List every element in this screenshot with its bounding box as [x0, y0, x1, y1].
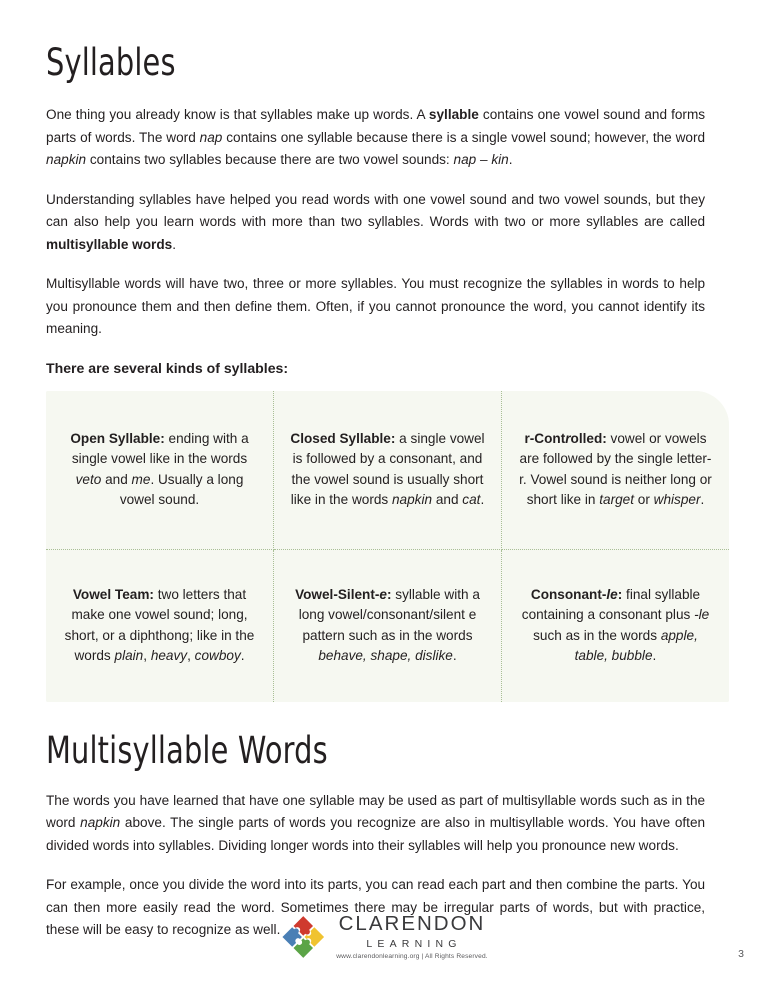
text-run-bold: syllable	[428, 106, 479, 122]
table-cell-open-syllable	[46, 391, 274, 550]
kind-term: Consonant-le:	[530, 586, 623, 602]
kind-text: and	[101, 471, 132, 487]
kind-example-italic: veto	[75, 471, 102, 487]
text-run-bold: multisyllable words	[46, 235, 173, 252]
logo-tagline: LEARNING	[366, 937, 462, 950]
paragraph-multisyllable-2: For example, once you divide the word into its parts, you can read each part and then combine the parts. You can then more easily read the word. Sometimes there may be irregular parts of words, but with practice, these will be easy to recognize as well.	[46, 876, 706, 937]
kind-text: ,	[143, 648, 151, 663]
kind-text: .	[452, 648, 457, 663]
kind-term-italic: r	[565, 430, 571, 446]
kind-example-italic: behave, shape, dislike	[318, 648, 453, 663]
kind-example-italic: -le	[694, 607, 710, 622]
kind-example-italic: heavy	[150, 648, 188, 663]
kind-term-italic: e	[379, 586, 387, 602]
text-run-italic: napkin	[80, 814, 121, 830]
page-number: 3	[738, 948, 744, 960]
kind-text: ending with a single vowel like in the words	[71, 430, 249, 466]
text-run: contains two syllables because there are two vowel sounds:	[86, 151, 454, 167]
clarendon-learning-logo	[280, 914, 487, 961]
page-title-multisyllable-words: Multisyllable Words	[46, 728, 328, 772]
kind-example-italic: cat	[462, 492, 481, 507]
text-run: .	[172, 235, 177, 252]
kind-text: syllable with a long vowel/consonant/silent e pattern such as in the words	[298, 586, 480, 643]
kind-text: or	[634, 492, 654, 507]
kind-text: vowel or vowels are followed by the single letter-r. Vowel sound is neither long or short like in	[519, 430, 712, 507]
text-run-italic: nap – kin	[453, 151, 509, 167]
table-row	[46, 549, 729, 702]
syllable-kinds-table-wrapper	[46, 391, 729, 702]
text-run: Understanding syllables have helped you read words with one vowel sound and two vowel sounds, but they can also help you learn words with more than two syllables. Words with two or more syllables are called	[46, 190, 706, 229]
syllable-kinds-table-body	[46, 391, 729, 702]
text-run: .	[508, 151, 513, 167]
kind-example-italic: napkin	[392, 492, 433, 507]
text-run: The words you have learned that have one syllable may be used as part of multisyllable words such as in the word	[46, 791, 706, 830]
text-run: above. The single parts of words you recognize are also in multisyllable words. You have often divided words into syllables. Dividing longer words into their syllables will help you pronounce new words.	[46, 814, 706, 853]
kind-text: two letters that make one vowel sound; long, short, or a diphthong; like in the words	[64, 586, 255, 663]
table-row	[46, 391, 729, 550]
kind-text: and	[432, 492, 463, 507]
syllable-kinds-table	[46, 391, 729, 702]
paragraph-syllables-1	[46, 103, 705, 171]
kind-text: ,	[187, 648, 195, 663]
kind-text: . Usually a long vowel sound.	[119, 471, 244, 507]
kinds-of-syllables-lead-in: There are several kinds of syllables:	[46, 359, 289, 376]
text-run-italic: napkin	[46, 151, 87, 167]
text-run: contains one vowel sound and forms parts of words. The word	[46, 106, 706, 145]
kind-text: a single vowel is followed by a consonant, and the vowel sound is usually short like in the words	[290, 430, 485, 507]
kind-text: such as in the words	[533, 627, 661, 643]
kind-term-italic: le	[606, 586, 618, 602]
text-run-italic: nap	[199, 128, 223, 145]
paragraph-syllables-3: Multisyllable words will have two, three or more syllables. You must recognize the syllables in words to help you pronounce them and then define them. Often, if you cannot pronounce the word, you cannot identify its meaning.	[46, 275, 706, 336]
paragraph-syllables-2	[46, 188, 705, 256]
kind-term: Vowel-Silent-e:	[295, 586, 392, 602]
kind-example-italic: whisper	[653, 492, 701, 507]
kind-text: .	[700, 492, 705, 507]
table-cell-vowel-team	[46, 549, 274, 702]
page-title-syllables: Syllables	[46, 41, 176, 84]
kind-example-italic: me	[131, 471, 151, 487]
text-run: contains one syllable because there is a single vowel sound; however, the word	[222, 128, 706, 145]
kind-term: Vowel Team:	[72, 586, 154, 602]
logo-copyright: www.clarendonlearning.org | All Rights Reserved.	[336, 953, 488, 960]
kind-text: .	[480, 492, 485, 507]
kind-term: Closed Syllable:	[290, 430, 396, 446]
kind-example-italic: cowboy	[194, 648, 241, 663]
table-cell-consonant-le	[501, 549, 729, 702]
table-cell-vowel-silent-e	[274, 549, 502, 702]
kind-term: r-Controlled:	[524, 430, 607, 446]
text-run: One thing you already know is that syllables make up words. A	[46, 106, 429, 122]
kind-example-italic: target	[599, 492, 634, 507]
table-cell-r-controlled	[501, 391, 729, 550]
kind-text: .	[240, 648, 245, 663]
logo-wordmark	[336, 914, 487, 961]
kind-example-italic: plain	[114, 648, 144, 663]
logo-name: CLARENDON	[338, 912, 486, 935]
kind-text: final syllable containing a consonant plus	[521, 586, 701, 622]
puzzle-icon	[280, 914, 326, 960]
kind-example-italic: apple, table, bubble	[574, 627, 698, 663]
page-footer	[0, 914, 768, 976]
table-cell-closed-syllable	[274, 391, 502, 550]
kind-text: .	[652, 648, 657, 663]
paragraph-multisyllable-1	[46, 789, 705, 857]
kind-term: Open Syllable:	[70, 430, 165, 446]
page-content	[46, 41, 729, 941]
